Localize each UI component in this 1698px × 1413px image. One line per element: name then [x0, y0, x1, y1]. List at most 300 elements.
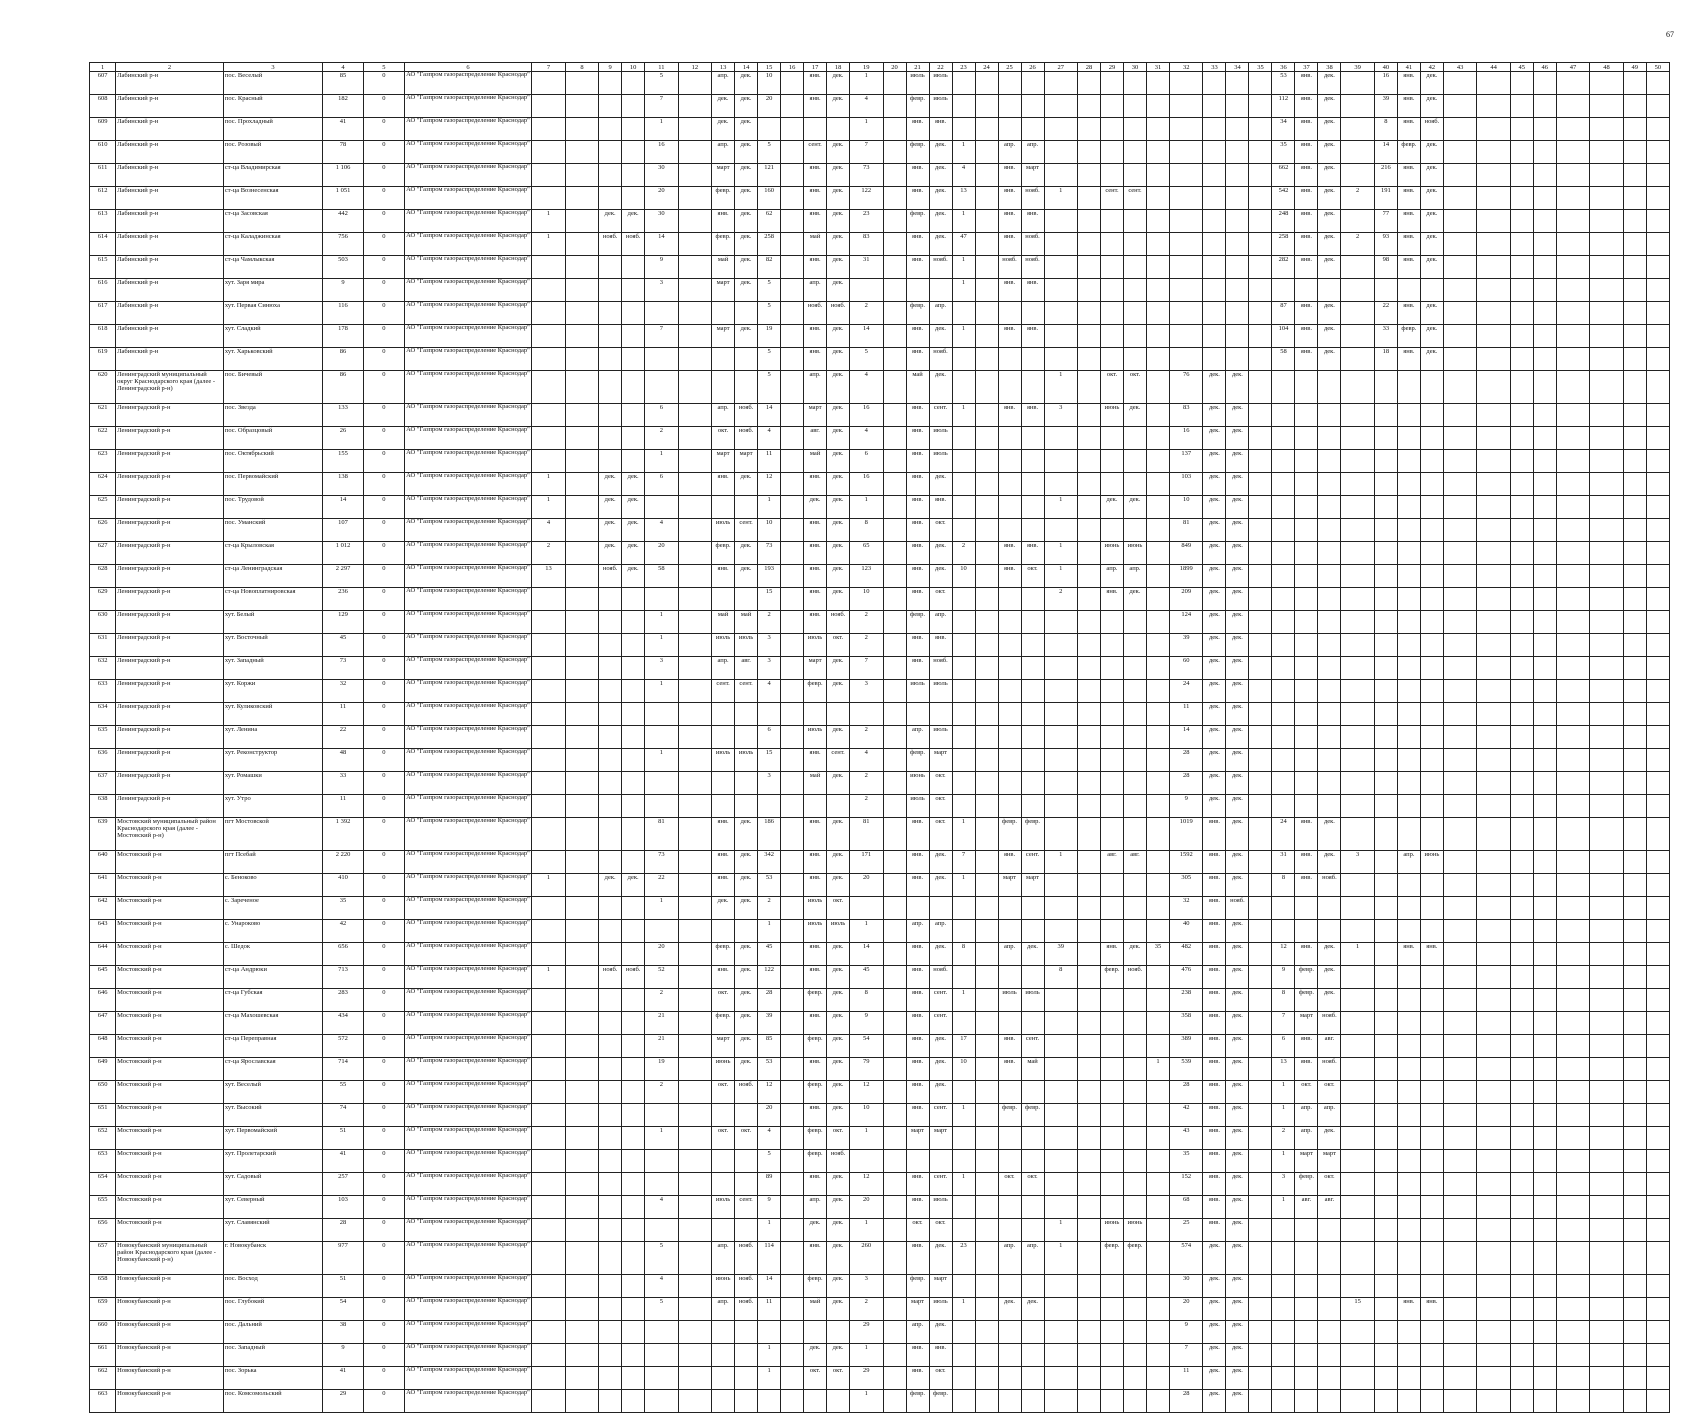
- table-cell: янв.: [906, 1242, 929, 1275]
- table-cell: [1272, 703, 1295, 726]
- table-row: [90, 897, 1670, 920]
- table-cell: [1556, 1275, 1589, 1298]
- table-cell: АО "Газпром газораспределение Краснодар": [404, 795, 532, 818]
- table-cell: 11: [323, 703, 364, 726]
- table-cell: дек.: [735, 1035, 758, 1058]
- table-cell: [1146, 325, 1169, 348]
- table-cell: [1443, 851, 1476, 874]
- table-row: [90, 1298, 1670, 1321]
- table-cell: [1295, 519, 1318, 542]
- table-cell: [1021, 427, 1044, 450]
- table-cell: [1443, 519, 1476, 542]
- table-cell: дек.: [1226, 1219, 1249, 1242]
- table-cell: [599, 279, 622, 302]
- table-cell: 104: [1272, 325, 1295, 348]
- table-cell: 6: [645, 404, 678, 427]
- table-cell: окт.: [1123, 371, 1146, 404]
- table-cell: 47: [952, 233, 975, 256]
- table-cell: [1510, 210, 1533, 233]
- table-cell: [952, 118, 975, 141]
- table-cell: [1420, 1196, 1443, 1219]
- table-cell: [645, 1104, 678, 1127]
- table-cell: [1249, 1344, 1272, 1367]
- table-cell: пос. Веселый: [223, 72, 322, 95]
- table-row: [90, 302, 1670, 325]
- table-cell: февр.: [906, 749, 929, 772]
- table-cell: [975, 1081, 998, 1104]
- table-cell: [645, 772, 678, 795]
- table-cell: [1443, 1035, 1476, 1058]
- table-cell: дек.: [599, 496, 622, 519]
- table-cell: нояб.: [1021, 233, 1044, 256]
- table-cell: с. Унароково: [223, 920, 322, 943]
- table-cell: Лабинский р-н: [116, 302, 224, 325]
- table-cell: 155: [323, 450, 364, 473]
- table-cell: [1021, 1081, 1044, 1104]
- table-cell: февр.: [712, 542, 735, 565]
- table-cell: [599, 920, 622, 943]
- table-cell: дек.: [735, 95, 758, 118]
- table-cell: [975, 1104, 998, 1127]
- table-cell: дек.: [827, 1173, 850, 1196]
- table-cell: Ленинградский р-н: [116, 680, 224, 703]
- register-table: [89, 62, 1670, 1413]
- table-cell: 85: [758, 1035, 781, 1058]
- table-cell: [1318, 371, 1341, 404]
- table-cell: [883, 496, 906, 519]
- table-row: [90, 141, 1670, 164]
- table-cell: [1510, 1081, 1533, 1104]
- table-cell: [1556, 1196, 1589, 1219]
- table-cell: Новокубанский р-н: [116, 1344, 224, 1367]
- table-cell: [975, 1173, 998, 1196]
- table-cell: март: [804, 657, 827, 680]
- table-cell: [929, 279, 952, 302]
- table-cell: [1623, 1321, 1646, 1344]
- table-cell: [1318, 1219, 1341, 1242]
- table-cell: дек.: [1226, 749, 1249, 772]
- table-cell: 638: [90, 795, 116, 818]
- table-cell: дек.: [827, 772, 850, 795]
- table-cell: [1533, 210, 1556, 233]
- table-cell: 16: [850, 404, 883, 427]
- table-cell: [1226, 118, 1249, 141]
- table-cell: [1510, 427, 1533, 450]
- table-cell: г. Новокубанск: [223, 1242, 322, 1275]
- table-cell: [712, 1390, 735, 1413]
- table-cell: [1077, 1321, 1100, 1344]
- table-cell: [1203, 187, 1226, 210]
- table-cell: [1021, 772, 1044, 795]
- table-cell: [781, 348, 804, 371]
- table-cell: [1397, 966, 1420, 989]
- table-cell: [1533, 611, 1556, 634]
- table-cell: [883, 141, 906, 164]
- table-cell: [1533, 542, 1556, 565]
- table-cell: АО "Газпром газораспределение Краснодар": [404, 496, 532, 519]
- table-cell: 257: [323, 1173, 364, 1196]
- table-cell: апр.: [1021, 1242, 1044, 1275]
- table-cell: 625: [90, 496, 116, 519]
- table-cell: [998, 1275, 1021, 1298]
- table-cell: [1123, 1390, 1146, 1413]
- table-row: [90, 565, 1670, 588]
- table-cell: [1374, 1081, 1397, 1104]
- table-cell: [1533, 1275, 1556, 1298]
- table-cell: дек.: [1420, 325, 1443, 348]
- table-cell: [883, 726, 906, 749]
- table-cell: [1533, 634, 1556, 657]
- table-cell: [1123, 749, 1146, 772]
- table-cell: апр.: [906, 726, 929, 749]
- table-cell: [1169, 164, 1202, 187]
- table-cell: [1556, 634, 1589, 657]
- table-cell: [952, 72, 975, 95]
- table-cell: 1: [850, 496, 883, 519]
- table-cell: янв.: [906, 1104, 929, 1127]
- table-cell: 0: [363, 851, 404, 874]
- table-cell: [532, 703, 565, 726]
- table-cell: [1590, 1035, 1623, 1058]
- table-cell: [1146, 851, 1169, 874]
- table-cell: [1044, 256, 1077, 279]
- table-cell: [1077, 450, 1100, 473]
- table-cell: [1021, 371, 1044, 404]
- table-cell: 0: [363, 233, 404, 256]
- table-cell: [1646, 920, 1669, 943]
- table-cell: [565, 588, 598, 611]
- table-cell: окт.: [1021, 565, 1044, 588]
- table-cell: янв.: [906, 1196, 929, 1219]
- table-cell: [1590, 118, 1623, 141]
- column-number: 11: [645, 63, 678, 72]
- table-cell: 0: [363, 450, 404, 473]
- table-cell: окт.: [906, 1219, 929, 1242]
- table-cell: февр.: [712, 1012, 735, 1035]
- table-cell: [1443, 72, 1476, 95]
- table-cell: 1: [1272, 1196, 1295, 1219]
- table-cell: [1146, 210, 1169, 233]
- table-cell: [1623, 1058, 1646, 1081]
- table-cell: дек.: [1226, 1367, 1249, 1390]
- table-cell: 22: [323, 726, 364, 749]
- table-cell: [735, 588, 758, 611]
- table-cell: [952, 1150, 975, 1173]
- table-cell: [883, 519, 906, 542]
- table-cell: 0: [363, 920, 404, 943]
- table-cell: [1590, 404, 1623, 427]
- table-cell: [1169, 210, 1202, 233]
- table-cell: [1556, 966, 1589, 989]
- table-cell: 22: [645, 874, 678, 897]
- table-cell: 651: [90, 1104, 116, 1127]
- table-cell: 647: [90, 1012, 116, 1035]
- table-cell: [1272, 371, 1295, 404]
- table-cell: янв.: [804, 1012, 827, 1035]
- table-cell: [678, 164, 711, 187]
- table-cell: [1533, 1058, 1556, 1081]
- table-cell: 78: [323, 141, 364, 164]
- table-cell: дек.: [1226, 611, 1249, 634]
- table-cell: [1100, 348, 1123, 371]
- table-cell: [1397, 1012, 1420, 1035]
- table-cell: февр.: [998, 1104, 1021, 1127]
- table-cell: 89: [758, 1173, 781, 1196]
- table-cell: 652: [90, 1127, 116, 1150]
- table-cell: [781, 427, 804, 450]
- table-cell: [1146, 1012, 1169, 1035]
- table-cell: [975, 542, 998, 565]
- table-cell: дек.: [827, 1104, 850, 1127]
- table-cell: [1249, 1321, 1272, 1344]
- table-cell: дек.: [1318, 1127, 1341, 1150]
- table-cell: дек.: [1318, 325, 1341, 348]
- table-cell: [781, 72, 804, 95]
- table-cell: [1590, 874, 1623, 897]
- column-number: 43: [1443, 63, 1476, 72]
- table-cell: [1477, 256, 1510, 279]
- table-cell: [1341, 427, 1374, 450]
- table-cell: дек.: [735, 565, 758, 588]
- table-cell: [781, 279, 804, 302]
- table-cell: [1646, 1081, 1669, 1104]
- table-cell: [1556, 920, 1589, 943]
- table-cell: янв.: [1203, 1104, 1226, 1127]
- table-cell: [1123, 772, 1146, 795]
- table-cell: [532, 611, 565, 634]
- table-cell: [678, 187, 711, 210]
- table-cell: [1590, 920, 1623, 943]
- table-cell: 7: [1272, 1012, 1295, 1035]
- table-cell: [1623, 920, 1646, 943]
- table-cell: [1623, 302, 1646, 325]
- table-cell: [678, 542, 711, 565]
- table-cell: [1477, 851, 1510, 874]
- table-cell: [1477, 1127, 1510, 1150]
- table-cell: [1123, 210, 1146, 233]
- table-cell: [1590, 164, 1623, 187]
- table-cell: [1226, 302, 1249, 325]
- table-cell: [1341, 1219, 1374, 1242]
- table-cell: [1397, 920, 1420, 943]
- table-cell: [1044, 450, 1077, 473]
- table-cell: [975, 279, 998, 302]
- table-cell: [622, 1344, 645, 1367]
- table-cell: [1590, 95, 1623, 118]
- table-cell: [975, 1012, 998, 1035]
- table-cell: янв.: [906, 118, 929, 141]
- table-cell: янв.: [906, 496, 929, 519]
- table-cell: [622, 1390, 645, 1413]
- table-cell: 2: [1044, 588, 1077, 611]
- table-cell: [1420, 1321, 1443, 1344]
- table-cell: янв.: [906, 1344, 929, 1367]
- table-cell: апр.: [712, 404, 735, 427]
- table-cell: дек.: [1203, 1367, 1226, 1390]
- table-cell: март: [712, 450, 735, 473]
- table-cell: [1477, 1390, 1510, 1413]
- table-cell: нояб.: [1318, 1058, 1341, 1081]
- table-cell: [1397, 1173, 1420, 1196]
- table-cell: [1533, 565, 1556, 588]
- table-cell: [1146, 1150, 1169, 1173]
- table-cell: март: [1021, 874, 1044, 897]
- table-cell: нояб.: [827, 302, 850, 325]
- table-cell: [1272, 473, 1295, 496]
- table-cell: 10: [758, 519, 781, 542]
- table-cell: Мостовский р-н: [116, 1081, 224, 1104]
- table-cell: [1397, 1196, 1420, 1219]
- table-cell: окт.: [712, 1127, 735, 1150]
- table-cell: 0: [363, 473, 404, 496]
- table-cell: [781, 1058, 804, 1081]
- table-cell: [1420, 634, 1443, 657]
- table-cell: 48: [323, 749, 364, 772]
- table-cell: [565, 634, 598, 657]
- table-cell: [1533, 187, 1556, 210]
- table-cell: 186: [758, 818, 781, 851]
- table-cell: [781, 989, 804, 1012]
- table-cell: [883, 1035, 906, 1058]
- table-cell: 1592: [1169, 851, 1202, 874]
- table-cell: Лабинский р-н: [116, 348, 224, 371]
- table-cell: [975, 302, 998, 325]
- table-cell: [998, 1390, 1021, 1413]
- table-cell: [883, 1196, 906, 1219]
- table-cell: 1: [952, 1104, 975, 1127]
- table-cell: янв.: [804, 943, 827, 966]
- table-cell: янв.: [1100, 588, 1123, 611]
- table-cell: [1623, 874, 1646, 897]
- table-cell: [1044, 1150, 1077, 1173]
- table-cell: [1510, 348, 1533, 371]
- table-cell: 107: [323, 519, 364, 542]
- table-cell: янв.: [712, 818, 735, 851]
- table-cell: хут. Ленина: [223, 726, 322, 749]
- table-cell: пос. Звезда: [223, 404, 322, 427]
- table-row: [90, 164, 1670, 187]
- table-cell: [622, 1081, 645, 1104]
- table-cell: [1533, 818, 1556, 851]
- table-cell: окт.: [735, 1127, 758, 1150]
- table-cell: 0: [363, 1196, 404, 1219]
- table-cell: [1100, 1367, 1123, 1390]
- table-cell: 68: [1169, 1196, 1202, 1219]
- table-cell: [1272, 496, 1295, 519]
- table-cell: 6: [1272, 1035, 1295, 1058]
- table-cell: [565, 404, 598, 427]
- table-cell: пгт Мостовской: [223, 818, 322, 851]
- table-cell: 20: [645, 187, 678, 210]
- table-cell: [781, 1321, 804, 1344]
- table-cell: [1044, 1321, 1077, 1344]
- table-cell: [599, 450, 622, 473]
- table-cell: [1590, 371, 1623, 404]
- table-cell: [1556, 256, 1589, 279]
- table-cell: [532, 1081, 565, 1104]
- table-cell: [1318, 519, 1341, 542]
- table-cell: [1123, 450, 1146, 473]
- table-cell: авг.: [1318, 1035, 1341, 1058]
- table-cell: [1374, 966, 1397, 989]
- table-cell: [622, 1219, 645, 1242]
- table-cell: нояб.: [622, 233, 645, 256]
- table-cell: дек.: [929, 1081, 952, 1104]
- table-cell: июль: [929, 680, 952, 703]
- table-cell: [1533, 680, 1556, 703]
- table-cell: 641: [90, 874, 116, 897]
- table-cell: [1100, 818, 1123, 851]
- table-cell: янв.: [804, 95, 827, 118]
- table-cell: [1623, 519, 1646, 542]
- table-cell: [1420, 1035, 1443, 1058]
- table-cell: [1623, 1035, 1646, 1058]
- table-cell: [1100, 1081, 1123, 1104]
- table-cell: [1077, 1127, 1100, 1150]
- table-cell: нояб.: [1226, 897, 1249, 920]
- table-cell: янв.: [906, 427, 929, 450]
- table-cell: [1146, 966, 1169, 989]
- table-cell: Мостовский р-н: [116, 1012, 224, 1035]
- table-cell: [678, 1081, 711, 1104]
- table-cell: [712, 920, 735, 943]
- table-cell: [1420, 542, 1443, 565]
- table-cell: [1146, 164, 1169, 187]
- table-cell: дек.: [1420, 233, 1443, 256]
- table-row: [90, 542, 1670, 565]
- table-cell: [1533, 302, 1556, 325]
- table-cell: [1203, 118, 1226, 141]
- table-cell: 129: [323, 611, 364, 634]
- table-cell: 7: [645, 325, 678, 348]
- table-cell: дек.: [827, 542, 850, 565]
- table-cell: дек.: [827, 404, 850, 427]
- table-cell: [1623, 818, 1646, 851]
- table-cell: [1249, 1104, 1272, 1127]
- table-cell: дек.: [827, 95, 850, 118]
- table-cell: 20: [850, 874, 883, 897]
- table-cell: [1374, 1321, 1397, 1344]
- table-cell: [850, 279, 883, 302]
- table-cell: дек.: [929, 1242, 952, 1275]
- table-cell: 26: [323, 427, 364, 450]
- table-cell: [1341, 450, 1374, 473]
- table-cell: [998, 588, 1021, 611]
- table-cell: [1100, 72, 1123, 95]
- table-cell: [1077, 772, 1100, 795]
- table-cell: [1646, 772, 1669, 795]
- table-cell: [565, 348, 598, 371]
- table-cell: [1443, 404, 1476, 427]
- column-number: 32: [1169, 63, 1202, 72]
- table-cell: Ленинградский р-н: [116, 519, 224, 542]
- table-cell: [1646, 325, 1669, 348]
- table-cell: март: [712, 164, 735, 187]
- table-cell: [975, 187, 998, 210]
- table-cell: 656: [323, 943, 364, 966]
- table-cell: [1420, 1012, 1443, 1035]
- table-cell: [1397, 588, 1420, 611]
- table-cell: [883, 450, 906, 473]
- table-cell: [1510, 1150, 1533, 1173]
- table-cell: [952, 450, 975, 473]
- table-cell: [1623, 795, 1646, 818]
- table-cell: дек.: [599, 210, 622, 233]
- table-cell: [1443, 989, 1476, 1012]
- table-cell: [1249, 371, 1272, 404]
- table-cell: февр.: [804, 1081, 827, 1104]
- table-cell: февр.: [906, 141, 929, 164]
